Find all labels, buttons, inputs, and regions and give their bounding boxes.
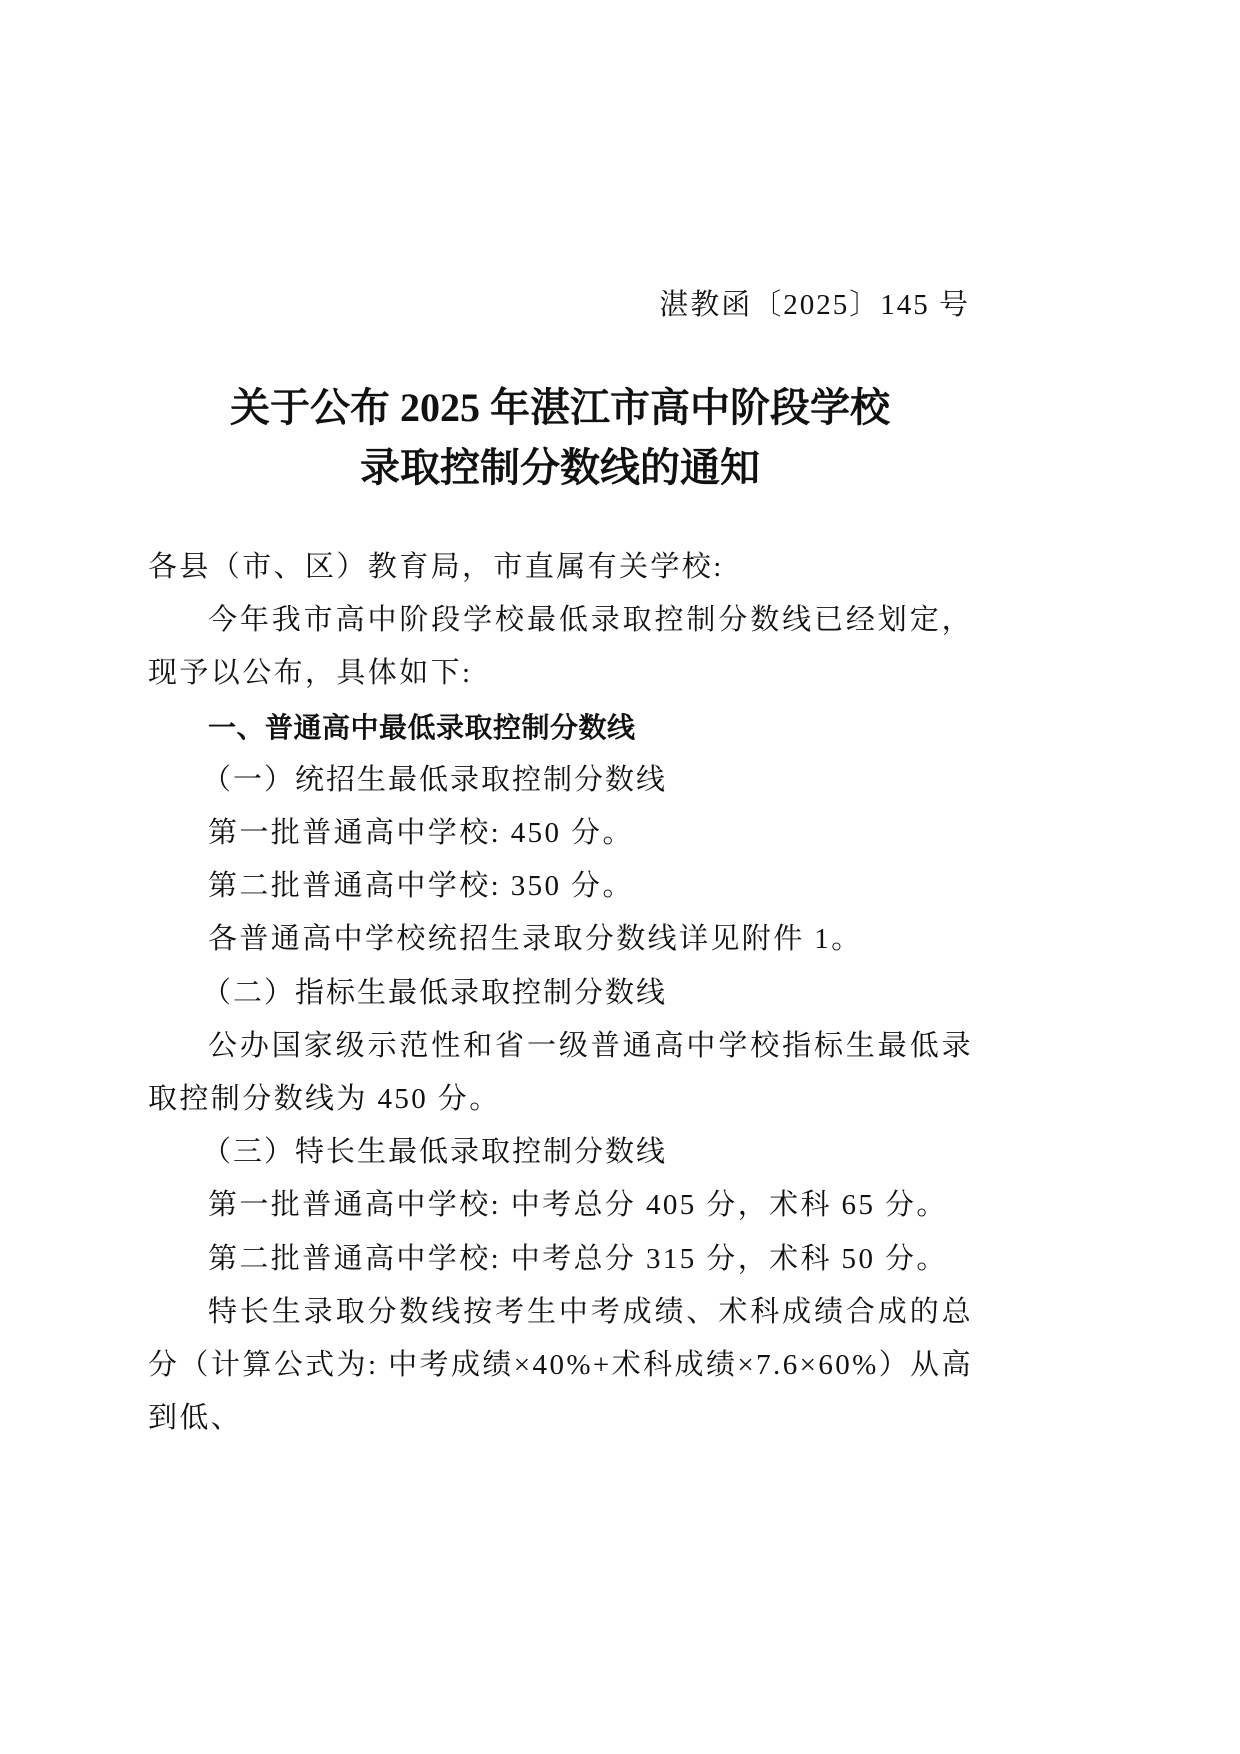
specialty-batch2-line: 第二批普通高中学校: 中考总分 315 分，术科 50 分。 [208,1242,948,1275]
title-line-2: 录取控制分数线的通知 [360,445,760,490]
salutation: 各县（市、区）教育局，市直属有关学校: [148,551,724,583]
specialty-batch1-line: 第一批普通高中学校: 中考总分 405 分，术科 65 分。 [208,1189,948,1222]
specialty-formula-paragraph: 特长生录取分数线按考生中考成绩、术科成绩合成的总分（计算公式为: 中考成绩×40%+术科成绩×7.6×60%）从高到低、 [148,1295,973,1435]
subsection-heading-3: （三）特长生最低录取控制分数线 [202,1136,668,1169]
subsection-heading-2: （二）指标生最低录取控制分数线 [202,976,668,1009]
attachment-reference-line: 各普通高中学校统招生录取分数线详见附件 1。 [208,923,863,956]
unified-batch2-line: 第二批普通高中学校: 350 分。 [208,870,634,903]
section-heading-1: 一、普通高中最低录取控制分数线 [208,710,636,744]
subsection-heading-1: （一）统招生最低录取控制分数线 [202,763,668,796]
document-title [0,378,1240,498]
unified-batch1-line: 第一批普通高中学校: 450 分。 [208,817,634,850]
quota-paragraph: 公办国家级示范性和省一级普通高中学校指标生最低录取控制分数线为 450 分。 [148,1029,973,1116]
document-body [148,541,973,1445]
intro-paragraph: 今年我市高中阶段学校最低录取控制分数线已经划定，现予以公布，具体如下: [148,604,973,690]
document-number: 湛教函〔2025〕145 号 [659,289,970,321]
title-line-1: 关于公布 2025 年湛江市高中阶段学校 [230,385,890,430]
